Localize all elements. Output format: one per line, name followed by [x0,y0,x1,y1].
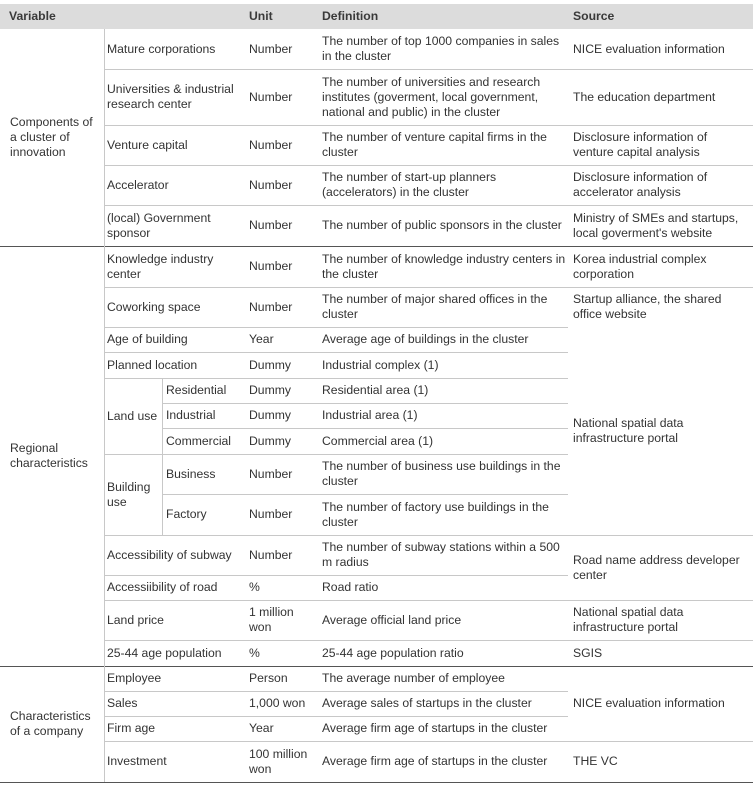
source-cell: National spatial data infrastructure portal [573,416,684,445]
definition-cell: Average firm age of startups in the cluster [322,721,548,735]
row-divider [104,205,753,206]
group-divider [0,666,753,667]
row-divider [162,403,568,404]
variable-cell: 25-44 age population [107,645,222,660]
unit-cell: Number [249,137,293,152]
row-divider [162,494,568,495]
variable-cell: Commercial [166,433,232,448]
unit-cell: % [249,645,260,660]
definition-cell: The number of subway stations within a 500 m radius [322,540,560,569]
definition-cell: The number of top 1000 companies in sales in the cluster [322,34,560,63]
variable-cell: Venture capital [107,137,188,152]
definition-cell: Average firm age of startups in the cluster [322,754,548,768]
variable-cell: Firm age [107,721,156,735]
row-divider [104,352,568,353]
unit-cell: 1,000 won [249,696,306,710]
definition-cell: The number of public sponsors in the cluster [322,218,562,232]
definition-cell: The number of factory use buildings in the cluster [322,499,549,529]
unit-cell: Number [249,466,293,481]
subgroup-label-building-use: Building use [107,479,151,509]
row-divider [104,640,753,641]
unit-cell: Number [249,218,293,232]
definition-cell: The number of venture capital firms in the cluster [322,130,547,159]
variable-cell: Investment [107,754,167,768]
unit-cell: Year [249,332,274,346]
unit-cell: Number [249,259,293,273]
row-divider [104,600,753,601]
row-divider [162,428,568,429]
definition-cell: Average age of buildings in the cluster [322,332,529,346]
variable-cell: Land price [107,612,164,627]
source-cell: Disclosure information of venture capital analysis [573,130,708,159]
header-source: Source [573,9,615,23]
header-variable: Variable [9,9,56,23]
variable-cell: Employee [107,671,162,685]
variable-cell: Business [166,466,216,481]
unit-cell: Dummy [249,357,291,372]
source-cell: The education department [573,89,716,104]
variable-cell: Coworking space [107,299,201,314]
unit-cell: Year [249,721,274,735]
unit-cell: 1 million won [249,605,294,634]
variable-cell: Residential [166,383,227,397]
group-divider [0,782,753,783]
row-divider [104,691,568,692]
source-cell: THE VC [573,754,618,768]
definition-cell: The number of major shared offices in the cluster [322,292,548,321]
definition-cell: Commercial area (1) [322,433,434,448]
definition-cell: Average sales of startups in the cluster [322,696,532,710]
variable-cell: Sales [107,696,138,710]
header-definition: Definition [322,9,379,23]
row-divider [104,69,753,70]
definition-cell: The average number of employee [322,671,505,685]
definition-cell: Industrial area (1) [322,408,418,422]
unit-cell: Dummy [249,383,291,397]
source-cell: Disclosure information of accelerator analysis [573,170,708,199]
variable-cell: Accessibility of subway [107,547,232,562]
definition-cell: Road ratio [322,580,379,594]
unit-cell: 100 million won [249,746,308,776]
variable-cell: Universities & industrial research center [107,82,234,111]
definition-cell: Industrial complex (1) [322,357,439,372]
unit-cell: Number [249,299,293,314]
variable-cell: Age of building [107,332,188,346]
row-divider [104,741,753,742]
variable-cell: Factory [166,507,207,521]
variable-cell: Knowledge industry center [107,251,214,281]
unit-cell: Number [249,89,293,104]
header-unit: Unit [249,9,273,23]
variable-cell: Industrial [166,408,216,422]
definition-cell: The number of universities and research institutes (goverment, local government, national and public) in the cluster [322,74,541,119]
group-label-company: Characteristics of a company [10,709,91,738]
variable-cell: Planned location [107,357,198,372]
row-divider [104,125,753,126]
unit-cell: % [249,580,260,594]
source-cell: Startup alliance, the shared office website [573,292,722,321]
source-cell: National spatial data infrastructure portal [573,605,684,634]
group-divider [0,246,753,247]
definition-cell: Average official land price [322,612,462,627]
group-label-components: Components of a cluster of innovation [10,115,93,159]
unit-cell: Number [249,547,293,562]
row-divider [104,287,753,288]
variable-cell: Accelerator [107,177,169,192]
source-cell: Ministry of SMEs and startups, local goverment's website [573,210,739,240]
definition-cell: Residential area (1) [322,383,429,397]
definition-cell: 25-44 age population ratio [322,645,464,660]
unit-cell: Number [249,177,293,192]
column-divider [104,29,105,782]
group-label-regional: Regional characteristics [10,441,88,470]
row-divider [104,327,568,328]
source-cell: NICE evaluation information [573,696,725,710]
unit-cell: Person [249,671,288,685]
definition-cell: The number of knowledge industry centers in the cluster [322,251,566,281]
row-divider [104,575,568,576]
row-divider [104,378,568,379]
variable-cell: Mature corporations [107,41,216,56]
definition-cell: The number of start-up planners (accelerators) in the cluster [322,170,497,199]
unit-cell: Number [249,41,293,56]
definition-cell: The number of business use buildings in the cluster [322,459,561,488]
variable-cell: Accessiibility of road [107,580,218,594]
source-cell: NICE evaluation information [573,41,725,56]
source-cell: SGIS [573,645,603,660]
unit-cell: Dummy [249,408,291,422]
column-divider [162,378,163,535]
row-divider [104,454,568,455]
unit-cell: Dummy [249,433,291,448]
row-divider [104,535,753,536]
subgroup-label-land-use: Land use [107,408,158,423]
row-divider [104,716,568,717]
unit-cell: Number [249,507,293,521]
source-cell: Korea industrial complex corporation [573,251,707,281]
variable-cell: (local) Government sponsor [107,210,211,240]
row-divider [104,165,753,166]
source-cell: Road name address developer center [573,552,740,582]
